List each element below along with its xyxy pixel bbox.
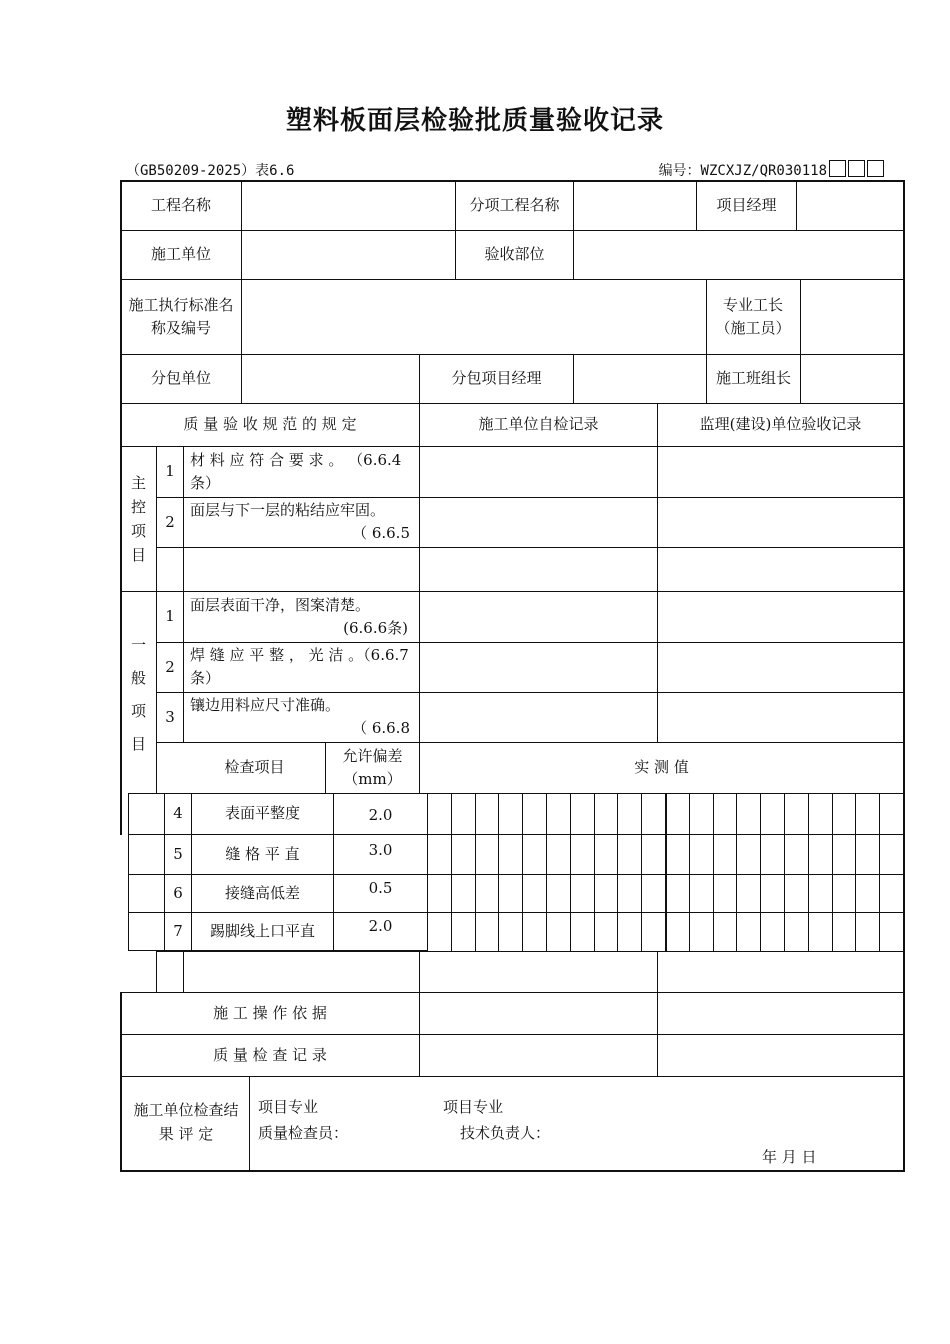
code-box-2[interactable] bbox=[848, 160, 865, 177]
measure-item-tol: 2.0 bbox=[368, 806, 393, 824]
field-quality-self[interactable] bbox=[420, 1035, 657, 1076]
measure-grid-line bbox=[665, 793, 667, 951]
col-spec: 质 量 验 收 规 范 的 规 定 bbox=[183, 415, 357, 434]
inspector-label-b: 质量检查员： bbox=[258, 1124, 349, 1143]
label-acceptance-part: 验收部位 bbox=[484, 245, 545, 264]
date-label: 年 月 日 bbox=[762, 1148, 817, 1167]
label-conclusion: 施工单位检查结 果 评 定 bbox=[133, 1101, 239, 1143]
measure-grid-line bbox=[617, 793, 618, 951]
measure-item-tol: 0.5 bbox=[368, 879, 393, 897]
form-title: 塑料板面层检验批质量验收记录 bbox=[285, 106, 664, 136]
measure-grid-line bbox=[713, 793, 714, 951]
measure-item-name: 表面平整度 bbox=[224, 804, 300, 823]
label-project-manager: 项目经理 bbox=[716, 195, 777, 214]
label-exec-standard: 施工执行标准名称及编号 bbox=[128, 295, 234, 337]
field-foreman[interactable] bbox=[801, 280, 903, 354]
inspector-label-a: 项目专业 bbox=[258, 1098, 319, 1117]
measure-grid-line bbox=[594, 793, 595, 951]
code-box-3[interactable] bbox=[867, 160, 884, 177]
label-project-name: 工程名称 bbox=[150, 195, 211, 214]
main-item-no: 1 bbox=[165, 462, 175, 481]
measure-item-no: 4 bbox=[173, 804, 183, 823]
measure-item-no: 5 bbox=[173, 844, 183, 863]
field-project-manager[interactable] bbox=[797, 181, 903, 230]
field-basis-supervision[interactable] bbox=[658, 993, 903, 1034]
tech-label-a: 项目专业 bbox=[443, 1098, 504, 1117]
measure-tolerance: 允许偏差（mm） bbox=[342, 746, 403, 788]
general-item-text: 镶边用料应尺寸准确。 （ 6.6.8 bbox=[190, 696, 410, 737]
measure-grid-line bbox=[855, 793, 856, 951]
measure-grid-line bbox=[689, 793, 690, 951]
measure-grid-line bbox=[475, 793, 476, 951]
measure-grid-line bbox=[570, 793, 571, 951]
general-item-text: 焊 缝 应 平 整 ， 光 洁 。（6.6.7 条） bbox=[190, 646, 409, 687]
measure-grid-line bbox=[522, 793, 523, 951]
measure-grid-line bbox=[879, 793, 880, 951]
main-item-text: 面层与下一层的粘结应牢固。 （ 6.6.5 bbox=[190, 501, 410, 542]
code-box-1[interactable] bbox=[829, 160, 846, 177]
label-team-leader: 施工班组长 bbox=[715, 369, 791, 388]
measure-item-tol: 3.0 bbox=[368, 841, 393, 859]
field-acceptance-part[interactable] bbox=[574, 231, 903, 279]
measure-grid-line bbox=[451, 793, 452, 951]
field-quality-supervision[interactable] bbox=[658, 1035, 903, 1076]
general-label: 一 般 项 目 bbox=[130, 636, 146, 753]
field-basis-self[interactable] bbox=[420, 993, 657, 1034]
measure-grid-line bbox=[832, 793, 833, 951]
form-code-text: 编号：WZCXJZ/QR030118 bbox=[658, 163, 827, 179]
field-team-leader[interactable] bbox=[801, 355, 903, 403]
tech-label-b: 技术负责人： bbox=[460, 1124, 551, 1143]
label-sub-project: 分项工程名称 bbox=[469, 195, 560, 214]
general-item-no: 2 bbox=[165, 657, 175, 676]
general-item-text: 面层表面干净，图案清楚。 (6.6.6条) bbox=[190, 596, 408, 637]
form-code bbox=[659, 160, 884, 180]
main-item-text: 材 料 应 符 合 要 求 。 （6.6.4 条） bbox=[190, 451, 402, 492]
measure-grid-line bbox=[546, 793, 547, 951]
label-subcontract-unit: 分包单位 bbox=[150, 369, 211, 388]
field-subcontract-unit[interactable] bbox=[242, 355, 419, 403]
measure-item-name: 踢脚线上口平直 bbox=[209, 921, 315, 940]
measure-grid-line bbox=[736, 793, 737, 951]
main-item-no: 2 bbox=[165, 512, 175, 531]
measure-item-tol: 2.0 bbox=[368, 917, 393, 935]
measure-item-no: 6 bbox=[173, 883, 183, 902]
label-basis: 施 工 操 作 依 据 bbox=[213, 1003, 327, 1022]
measure-item-no: 7 bbox=[173, 921, 183, 940]
measure-grid-line bbox=[760, 793, 761, 951]
measure-item-name: 缝 格 平 直 bbox=[225, 844, 300, 863]
general-item-no: 3 bbox=[165, 707, 175, 726]
measure-measured: 实 测 值 bbox=[634, 758, 689, 777]
label-construction-unit: 施工单位 bbox=[150, 245, 211, 264]
field-subcontract-pm[interactable] bbox=[574, 355, 706, 403]
field-project-name[interactable] bbox=[242, 181, 455, 230]
main-control-label: 主 控 项 目 bbox=[130, 474, 146, 564]
measure-grid-line bbox=[808, 793, 809, 951]
field-construction-unit[interactable] bbox=[242, 231, 455, 279]
measure-grid-line bbox=[498, 793, 499, 951]
col-supervision: 监理(建设)单位验收记录 bbox=[699, 415, 862, 434]
standard-ref: （GB50209-2025）表6.6 bbox=[126, 163, 295, 179]
general-item-no: 1 bbox=[165, 607, 175, 626]
field-sub-project[interactable] bbox=[574, 181, 696, 230]
measure-item-name: 接缝高低差 bbox=[224, 883, 300, 902]
label-foreman: 专业工长（施工员） bbox=[715, 295, 791, 337]
label-subcontract-pm: 分包项目经理 bbox=[451, 369, 542, 388]
label-quality-record: 质 量 检 查 记 录 bbox=[213, 1045, 327, 1064]
col-self-check: 施工单位自检记录 bbox=[478, 415, 599, 434]
measure-grid-line bbox=[641, 793, 642, 951]
field-exec-standard[interactable] bbox=[242, 280, 706, 354]
measure-grid-line bbox=[784, 793, 785, 951]
measure-check-item: 检查项目 bbox=[224, 758, 285, 777]
